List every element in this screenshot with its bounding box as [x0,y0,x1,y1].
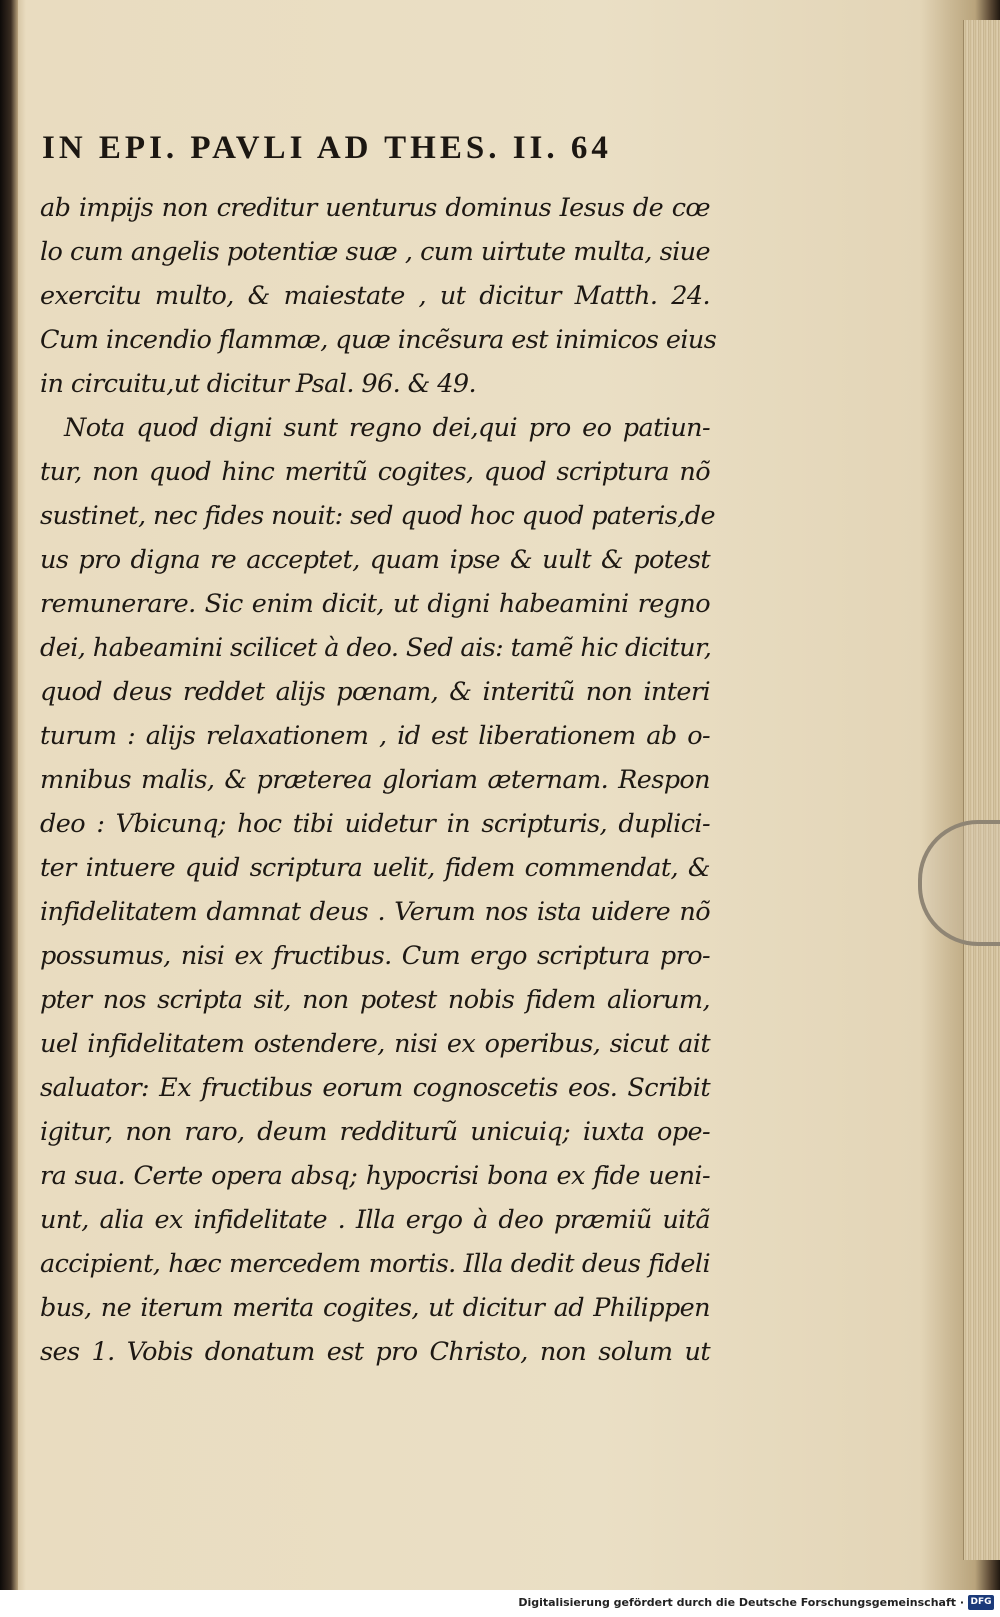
text-line: mnibus malis, & præterea gloriam æternam. Respon [40,765,710,795]
text-line: lo cum angelis potentiæ suæ , cum uirtute multa, siue [40,237,710,267]
text-line: infidelitatem damnat deus . Verum nos ista uidere nõ [40,897,710,927]
page-edges [963,20,1000,1560]
text-line: possumus, nisi ex fructibus. Cum ergo scriptura pro- [40,941,710,971]
text-line: pter nos scripta sit, non potest nobis fidem aliorum, [40,985,710,1015]
text-line: sustinet, nec fides nouit: sed quod hoc quod pateris,de [40,501,716,531]
text-line: ter intuere quid scriptura uelit, fidem commendat, & [40,853,710,883]
text-line: uel infidelitatem ostendere, nisi ex operibus, sicut ait [40,1029,710,1059]
text-line: quod deus reddet alijs pœnam, & interitũ non interi [40,677,710,707]
text-line: deo : Vbicunq; hoc tibi uidetur in scripturis, duplici- [40,809,710,839]
text-line: exercitu multo, & maiestate , ut dicitur Matth. 24. [40,281,710,311]
text-line: Cum incendio flammæ, quæ incẽsura est inimicos eius [40,325,717,355]
text-line: us pro digna re acceptet, quam ipse & uult & potest [40,545,710,575]
text-line: saluator: Ex fructibus eorum cognoscetis eos. Scribit [40,1073,710,1103]
funding-credit: Digitalisierung gefördert durch die Deutsche Forschungsgemeinschaft · [518,1596,964,1609]
book-clasp [918,820,1000,946]
text-line: dei, habeamini scilicet à deo. Sed ais: tamẽ hic dicitur, [40,633,712,663]
book-gutter [0,0,18,1617]
text-line: ab impijs non creditur uenturus dominus Iesus de cœ [40,193,710,223]
text-line: igitur, non raro, deum redditurũ unicuiq; iuxta ope- [40,1117,710,1147]
text-line: ses 1. Vobis donatum est pro Christo, non solum ut [40,1337,710,1367]
text-line: in circuitu,ut dicitur Psal. 96. & 49. [40,369,476,399]
text-line: Nota quod digni sunt regno dei,qui pro eo patiun- [64,413,710,443]
digitization-footer [0,1590,1000,1617]
text-line: bus, ne iterum merita cogites, ut dicitur ad Philippen [40,1293,710,1323]
text-line: turum : alijs relaxationem , id est liberationem ab o- [40,721,710,751]
dfg-logo: DFG [968,1595,994,1610]
text-line: ra sua. Certe opera absq; hypocrisi bona ex fide ueni- [40,1161,710,1191]
running-header: IN EPI. PAVLI AD THES. II. 64 [42,130,612,166]
text-line: remunerare. Sic enim dicit, ut digni habeamini regno [40,589,710,619]
text-block [40,186,717,1374]
text-line: unt, alia ex infidelitate . Illa ergo à deo præmiũ uitã [40,1205,710,1235]
text-line: tur, non quod hinc meritũ cogites, quod scriptura nõ [40,457,710,487]
text-line: accipient, hæc mercedem mortis. Illa dedit deus fideli [40,1249,710,1279]
